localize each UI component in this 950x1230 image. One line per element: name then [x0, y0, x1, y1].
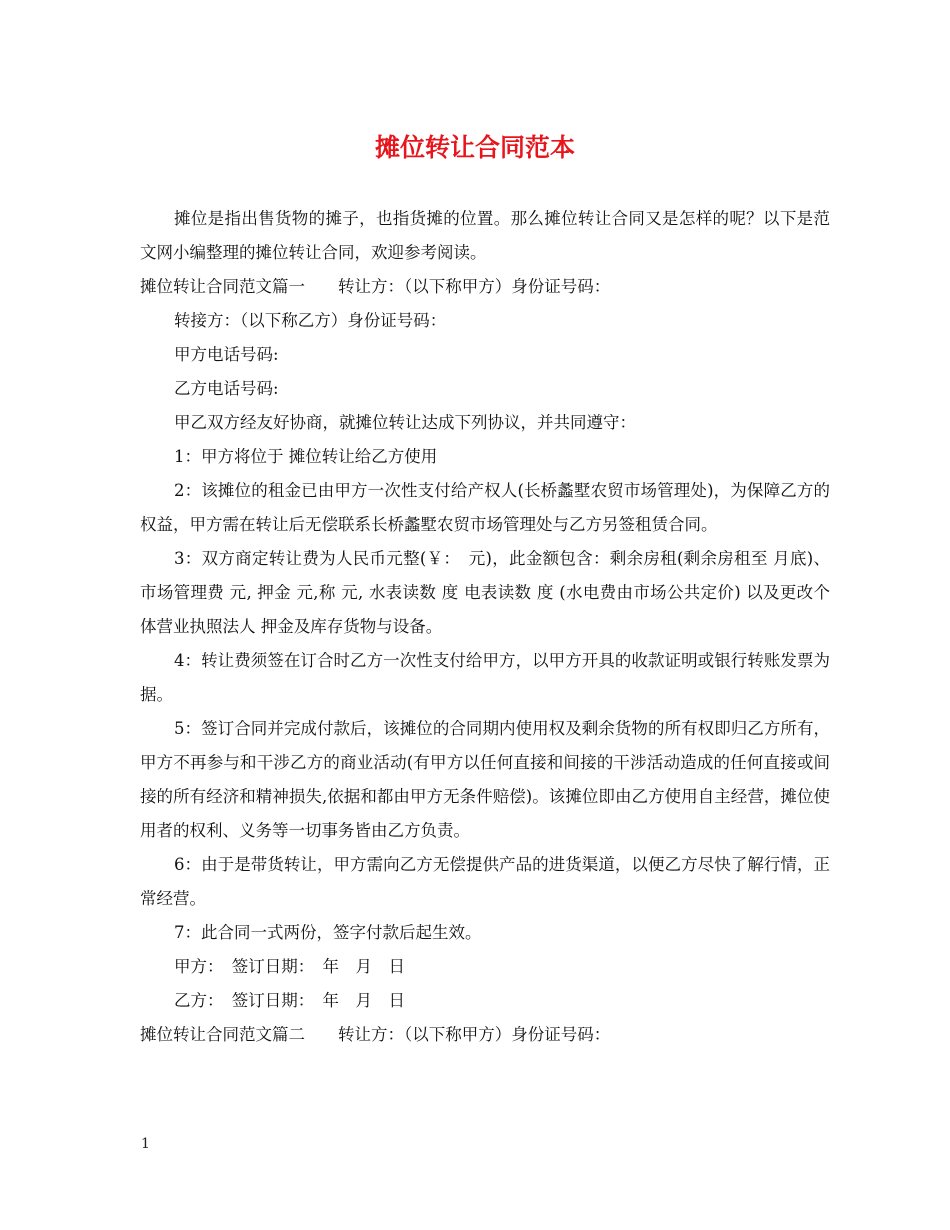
paragraph: 7：此合同一式两份，签字付款后起生效。 — [174, 923, 482, 942]
paragraph: 摊位转让合同范文篇一 转让方：（以下称甲方）身份证号码： — [140, 277, 611, 296]
paragraph: 乙方电话号码: — [174, 379, 279, 398]
paragraph: 1：甲方将位于 摊位转让给乙方使用 — [174, 447, 438, 466]
paragraph: 转接方：（以下称乙方）身份证号码： — [174, 311, 447, 330]
paragraph: 4：转让费须签在订合时乙方一次性支付给甲方，以甲方开具的收款证明或银行转账发票为据。 — [140, 651, 830, 704]
document-title: 摊位转让合同范本 — [374, 133, 575, 162]
paragraph: 甲方： 签订日期： 年 月 日 — [174, 957, 405, 976]
paragraph: 摊位转让合同范文篇二 转让方：（以下称甲方）身份证号码： — [140, 1025, 611, 1044]
page-number: 1 — [141, 1136, 150, 1152]
paragraph: 6：由于是带货转让，甲方需向乙方无偿提供产品的进货渠道，以便乙方尽快了解行情，正常经营。 — [140, 855, 830, 908]
paragraph: 甲乙双方经友好协商，就摊位转让达成下列协议，并共同遵守： — [174, 413, 636, 432]
paragraph: 5：签订合同并完成付款后，该摊位的合同期内使用权及剩余货物的所有权即归乙方所有，甲方不再参与和干涉乙方的商业活动(有甲方以任何直接和间接的干涉活动造成的任何直接或间接的所有经济和精神损失,依据和都由甲方无条件赔偿)。该摊位即由乙方使用自主经营，摊位使用者的权利、义务等一切事务皆由乙方负责。 — [140, 719, 830, 840]
paragraph: 甲方电话号码: — [174, 345, 279, 364]
paragraph: 3：双方商定转让费为人民币元整(￥： 元)，此金额包含：剩余房租(剩余房租至 月底)、市场管理费 元, 押金 元,称 元, 水表读数 度 电表读数 度 (水电费由市场公共定价) 以及更改个体营业执照法人 押金及库存货物与设备。 — [140, 549, 830, 636]
document-body — [140, 202, 830, 1052]
paragraph: 2：该摊位的租金已由甲方一次性支付给产权人(长桥蠡墅农贸市场管理处)，为保障乙方的权益，甲方需在转让后无偿联系长桥蠡墅农贸市场管理处与乙方另签租赁合同。 — [140, 481, 830, 534]
paragraph: 乙方： 签订日期： 年 月 日 — [174, 991, 405, 1010]
paragraph: 摊位是指出售货物的摊子，也指货摊的位置。那么摊位转让合同又是怎样的呢？以下是范文网小编整理的摊位转让合同，欢迎参考阅读。 — [140, 209, 830, 262]
